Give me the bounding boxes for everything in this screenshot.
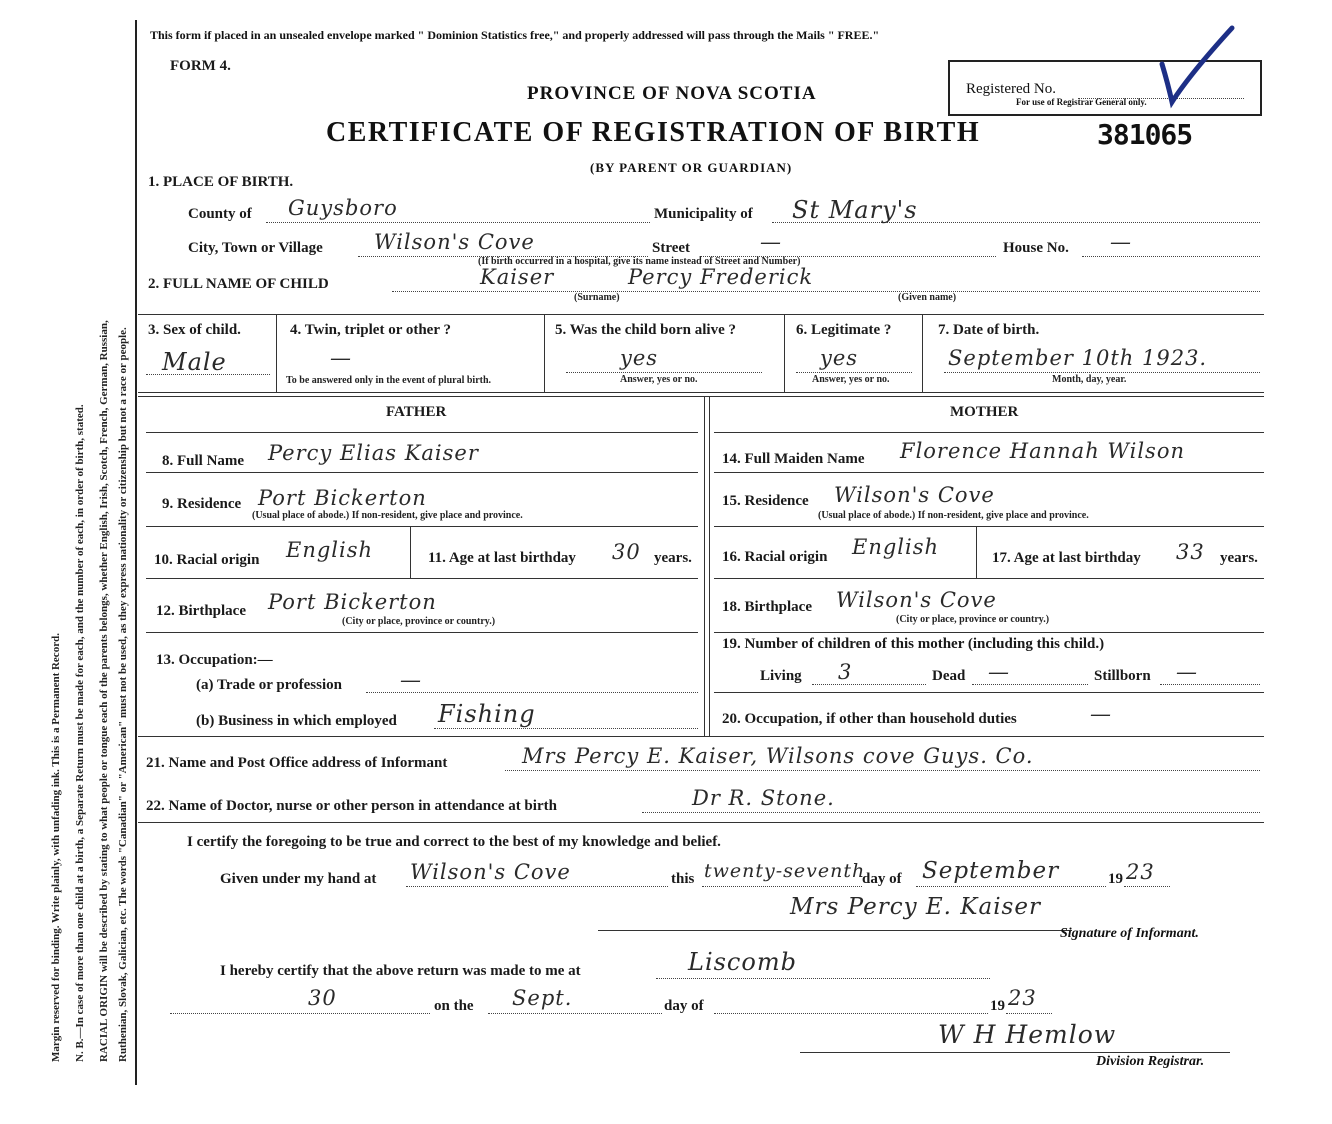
trade-value: — [400,668,422,692]
registrar-year-prefix: 19 [990,998,1005,1014]
registrar-caption: Division Registrar. [1096,1054,1205,1069]
registered-label: Registered No. [966,81,1056,97]
street-value: — [760,230,782,254]
mother-race-label: 16. Racial origin [722,549,828,565]
mother-heading: MOTHER [950,404,1019,420]
county-label: County of [188,206,252,222]
registrar-day: 30 [308,986,337,1010]
alive-label: 5. Was the child born alive ? [555,322,736,338]
mother-residence-label: 15. Residence [722,493,809,509]
city-label: City, Town or Village [188,240,323,256]
dob-label: 7. Date of birth. [938,322,1040,338]
doctor-value: Dr R. Stone. [692,786,835,810]
certify-year: 23 [1126,860,1155,884]
mother-birthplace-note: (City or place, province or country.) [896,614,1050,625]
father-years: years. [654,550,692,566]
dead-value: — [988,660,1010,684]
sex-label: 3. Sex of child. [148,322,241,338]
municipality-value: St Mary's [792,196,918,224]
stamp-number: 381065 [1097,118,1193,151]
house-label: House No. [1003,240,1069,256]
informant-signature-caption: Signature of Informant. [1060,926,1199,941]
county-value: Guysboro [288,196,398,220]
postal-note: This form if placed in an unsealed envelope marked " Dominion Statistics free," and properly addressed will pass through the Mails " FREE." [150,28,880,42]
this-label: this [671,871,695,887]
twin-value: — [330,346,352,370]
day-of-label: day of [862,871,902,887]
certify-month: September [922,858,1060,884]
informant-value: Mrs Percy E. Kaiser, Wilsons cove Guys. Co. [522,744,1034,768]
business-label: (b) Business in which employed [196,713,397,729]
mother-birthplace-label: 18. Birthplace [722,599,812,615]
legitimate-label: 6. Legitimate ? [796,322,892,338]
father-age: 30 [612,540,641,564]
twin-label: 4. Twin, triplet or other ? [290,322,451,338]
dead-label: Dead [932,668,966,684]
registrar-text: I hereby certify that the above return was made to me at [220,963,581,979]
child-surname: Kaiser [480,265,555,289]
legitimate-value: yes [820,346,859,370]
form-number: FORM 4. [170,58,231,74]
mother-occupation-label: 20. Occupation, if other than household duties [722,711,1017,727]
stillborn-value: — [1176,660,1198,684]
given-place: Wilson's Cove [410,860,571,884]
nb-note: N. B.—In case of more than one child at a birth, a Separate Return must be made for each, and the number of each, in order of birth, stated. [74,404,86,1062]
registrar-month: Sept. [512,986,573,1010]
this-day: twenty-seventh [704,860,866,882]
twin-note: To be answered only in the event of plural birth. [286,375,492,386]
father-residence-note: (Usual place of abode.) If non-resident, give place and province. [252,510,523,521]
racial-origin-note-2: Ruthenian, Slovak, Galician, etc. The words "Canadian" or "American" must not be used, as they express nationality or citizenship but not a race or people. [117,327,129,1062]
certificate-subtitle: (BY PARENT OR GUARDIAN) [590,160,793,175]
city-value: Wilson's Cove [374,230,535,254]
mother-name: Florence Hannah Wilson [900,439,1185,463]
given-name-caption: (Given name) [898,292,957,303]
mother-name-label: 14. Full Maiden Name [722,451,865,467]
stillborn-label: Stillborn [1094,668,1151,684]
mother-occupation: — [1090,702,1112,726]
mother-years: years. [1220,550,1258,566]
registrar-day-of-label: day of [664,998,704,1014]
on-the-label: on the [434,998,474,1014]
trade-label: (a) Trade or profession [196,677,342,693]
house-value: — [1110,230,1132,254]
father-name: Percy Elias Kaiser [268,441,479,465]
surname-caption: (Surname) [574,292,620,303]
mother-residence-note: (Usual place of abode.) If non-resident, give place and province. [818,510,1089,521]
check-mark-icon [1150,22,1240,112]
mother-residence: Wilson's Cove [834,483,995,507]
father-heading: FATHER [386,404,447,420]
hospital-note: (If birth occurred in a hospital, give its name instead of Street and Number) [478,256,801,267]
father-residence-label: 9. Residence [162,496,242,512]
informant-signature: Mrs Percy E. Kaiser [790,894,1041,920]
living-value: 3 [838,660,853,684]
dob-note: Month, day, year. [1052,374,1127,385]
registrar-place: Liscomb [688,948,797,976]
father-birthplace: Port Bickerton [268,590,437,614]
margin-rule [135,20,137,1085]
father-race-label: 10. Racial origin [154,552,260,568]
mother-birthplace: Wilson's Cove [836,588,997,612]
margin-note: Margin reserved for binding. Write plainly, with unfading ink. This is a Permanent Record. [50,633,62,1062]
father-occupation-label: 13. Occupation:— [156,652,273,668]
legitimate-note: Answer, yes or no. [812,374,890,385]
province-heading: PROVINCE OF NOVA SCOTIA [527,83,817,104]
child-name-label: 2. FULL NAME OF CHILD [148,276,329,292]
father-residence: Port Bickerton [258,486,427,510]
alive-note: Answer, yes or no. [620,374,698,385]
mother-age: 33 [1176,540,1205,564]
doctor-label: 22. Name of Doctor, nurse or other person in attendance at birth [146,798,557,814]
racial-origin-note-1: RACIAL ORIGIN will be described by stating to what people or tongue each of the parents belongs, whether English, Irish, Scotch, French, German, Russian, [98,320,110,1062]
informant-label: 21. Name and Post Office address of Informant [146,755,448,771]
street-label: Street [652,240,691,256]
certify-text: I certify the foregoing to be true and correct to the best of my knowledge and belief. [187,834,721,850]
registrar-signature: W H Hemlow [938,1020,1117,1049]
municipality-label: Municipality of [654,206,753,222]
alive-value: yes [620,346,659,370]
father-birthplace-note: (City or place, province or country.) [342,616,496,627]
father-age-label: 11. Age at last birthday [428,550,576,566]
father-race: English [286,538,374,562]
child-given-name: Percy Frederick [628,265,814,289]
sex-value: Male [162,348,227,376]
living-label: Living [760,668,802,684]
father-name-label: 8. Full Name [162,453,245,469]
dob-value: September 10th 1923. [948,346,1208,370]
father-birthplace-label: 12. Birthplace [156,603,246,619]
children-count-label: 19. Number of children of this mother (including this child.) [722,636,1105,652]
registrar-use-note: For use of Registrar General only. [1016,97,1147,107]
business-value: Fishing [438,700,536,728]
place-of-birth-heading: 1. PLACE OF BIRTH. [148,174,294,190]
mother-race: English [852,535,940,559]
certificate-title: CERTIFICATE OF REGISTRATION OF BIRTH [326,117,981,148]
certify-year-prefix: 19 [1108,871,1123,887]
registrar-year: 23 [1008,986,1037,1010]
given-label: Given under my hand at [220,871,377,887]
mother-age-label: 17. Age at last birthday [992,550,1141,566]
